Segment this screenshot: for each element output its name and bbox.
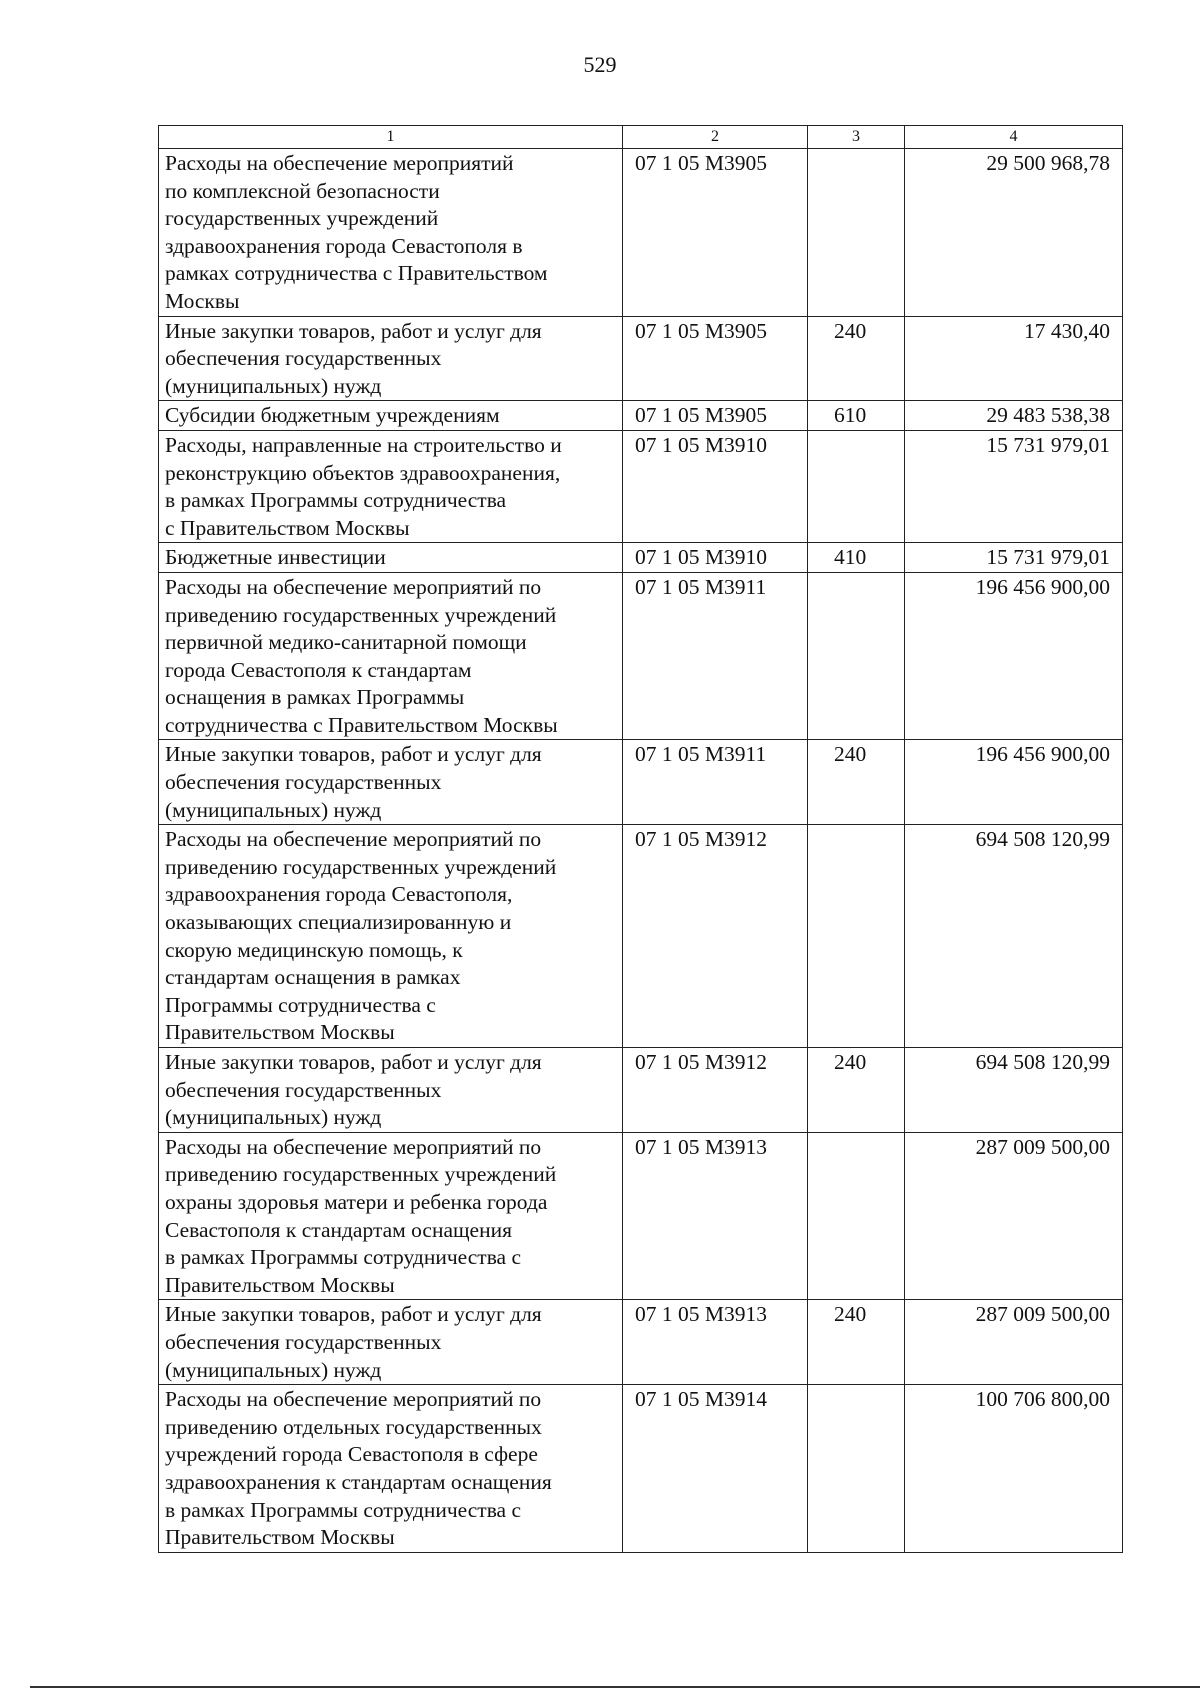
row-target-code: 07 1 05 М3914 xyxy=(623,1385,808,1553)
column-header-3: 3 xyxy=(808,126,905,149)
row-expense-type xyxy=(808,825,905,1048)
table-row xyxy=(159,1132,1123,1300)
row-expense-type xyxy=(808,1132,905,1300)
row-description: Расходы на обеспечение мероприятий по приведению государственных учреждений здравоохранения города Севастополя, оказывающих специализированную и скорую медицинскую помощь, к стандартам оснащения в рамках Программы сотрудничества с Правительством Москвы xyxy=(159,825,623,1048)
header-row xyxy=(159,126,1123,149)
row-description: Иные закупки товаров, работ и услуг для обеспечения государственных (муниципальных) нужд xyxy=(159,740,623,825)
row-expense-type: 240 xyxy=(808,740,905,825)
row-target-code: 07 1 05 М3913 xyxy=(623,1300,808,1385)
table-row xyxy=(159,740,1123,825)
table-row xyxy=(159,1300,1123,1385)
row-description: Иные закупки товаров, работ и услуг для обеспечения государственных (муниципальных) нужд xyxy=(159,316,623,401)
row-expense-type xyxy=(808,1385,905,1553)
row-description: Бюджетные инвестиции xyxy=(159,543,623,573)
page-number: 529 xyxy=(583,52,617,77)
row-target-code: 07 1 05 М3911 xyxy=(623,572,808,740)
column-header-2: 2 xyxy=(623,126,808,149)
row-target-code: 07 1 05 М3905 xyxy=(623,401,808,431)
column-header-1: 1 xyxy=(159,126,623,149)
row-target-code: 07 1 05 М3911 xyxy=(623,740,808,825)
table-row xyxy=(159,1048,1123,1133)
row-description: Расходы на обеспечение мероприятий по комплексной безопасности государственных учреждений здравоохранения города Севастополя в рамках сотрудничества с Правительством Москвы xyxy=(159,149,623,317)
row-target-code: 07 1 05 М3905 xyxy=(623,316,808,401)
row-description: Расходы на обеспечение мероприятий по приведению государственных учреждений первичной медико-санитарной помощи города Севастополя к стандартам оснащения в рамках Программы сотрудничества с Правительством Москвы xyxy=(159,572,623,740)
budget-table xyxy=(158,125,1123,1553)
row-description: Расходы на обеспечение мероприятий по приведению государственных учреждений охраны здоровья матери и ребенка города Севастополя к стандартам оснащения в рамках Программы сотрудничества с Правительством Москвы xyxy=(159,1132,623,1300)
table-row xyxy=(159,430,1123,542)
row-amount: 29 483 538,38 xyxy=(905,401,1123,431)
row-expense-type xyxy=(808,430,905,542)
row-amount: 196 456 900,00 xyxy=(905,740,1123,825)
row-expense-type xyxy=(808,149,905,317)
row-expense-type: 240 xyxy=(808,1300,905,1385)
table-row xyxy=(159,543,1123,573)
row-expense-type: 240 xyxy=(808,316,905,401)
row-amount: 17 430,40 xyxy=(905,316,1123,401)
row-expense-type: 610 xyxy=(808,401,905,431)
bottom-rule xyxy=(30,1686,1200,1688)
table-row xyxy=(159,149,1123,317)
row-target-code: 07 1 05 М3910 xyxy=(623,543,808,573)
table-body xyxy=(159,149,1123,1553)
table-row xyxy=(159,401,1123,431)
row-amount: 29 500 968,78 xyxy=(905,149,1123,317)
row-description: Субсидии бюджетным учреждениям xyxy=(159,401,623,431)
row-amount: 15 731 979,01 xyxy=(905,543,1123,573)
table-row xyxy=(159,316,1123,401)
row-amount: 15 731 979,01 xyxy=(905,430,1123,542)
row-description: Иные закупки товаров, работ и услуг для обеспечения государственных (муниципальных) нужд xyxy=(159,1300,623,1385)
row-expense-type xyxy=(808,572,905,740)
table-row xyxy=(159,1385,1123,1553)
row-expense-type: 240 xyxy=(808,1048,905,1133)
row-amount: 694 508 120,99 xyxy=(905,1048,1123,1133)
row-description: Расходы на обеспечение мероприятий по приведению отдельных государственных учреждений города Севастополя в сфере здравоохранения к стандартам оснащения в рамках Программы сотрудничества с Правительством Москвы xyxy=(159,1385,623,1553)
table-header xyxy=(159,126,1123,149)
row-expense-type: 410 xyxy=(808,543,905,573)
row-amount: 694 508 120,99 xyxy=(905,825,1123,1048)
table-row xyxy=(159,825,1123,1048)
table-row xyxy=(159,572,1123,740)
column-header-4: 4 xyxy=(905,126,1123,149)
row-amount: 287 009 500,00 xyxy=(905,1300,1123,1385)
row-amount: 287 009 500,00 xyxy=(905,1132,1123,1300)
row-target-code: 07 1 05 М3912 xyxy=(623,1048,808,1133)
row-description: Иные закупки товаров, работ и услуг для обеспечения государственных (муниципальных) нужд xyxy=(159,1048,623,1133)
row-amount: 196 456 900,00 xyxy=(905,572,1123,740)
row-target-code: 07 1 05 М3910 xyxy=(623,430,808,542)
row-amount: 100 706 800,00 xyxy=(905,1385,1123,1553)
row-target-code: 07 1 05 М3913 xyxy=(623,1132,808,1300)
row-description: Расходы, направленные на строительство и реконструкцию объектов здравоохранения, в рамках Программы сотрудничества с Правительством Москвы xyxy=(159,430,623,542)
row-target-code: 07 1 05 М3912 xyxy=(623,825,808,1048)
row-target-code: 07 1 05 М3905 xyxy=(623,149,808,317)
